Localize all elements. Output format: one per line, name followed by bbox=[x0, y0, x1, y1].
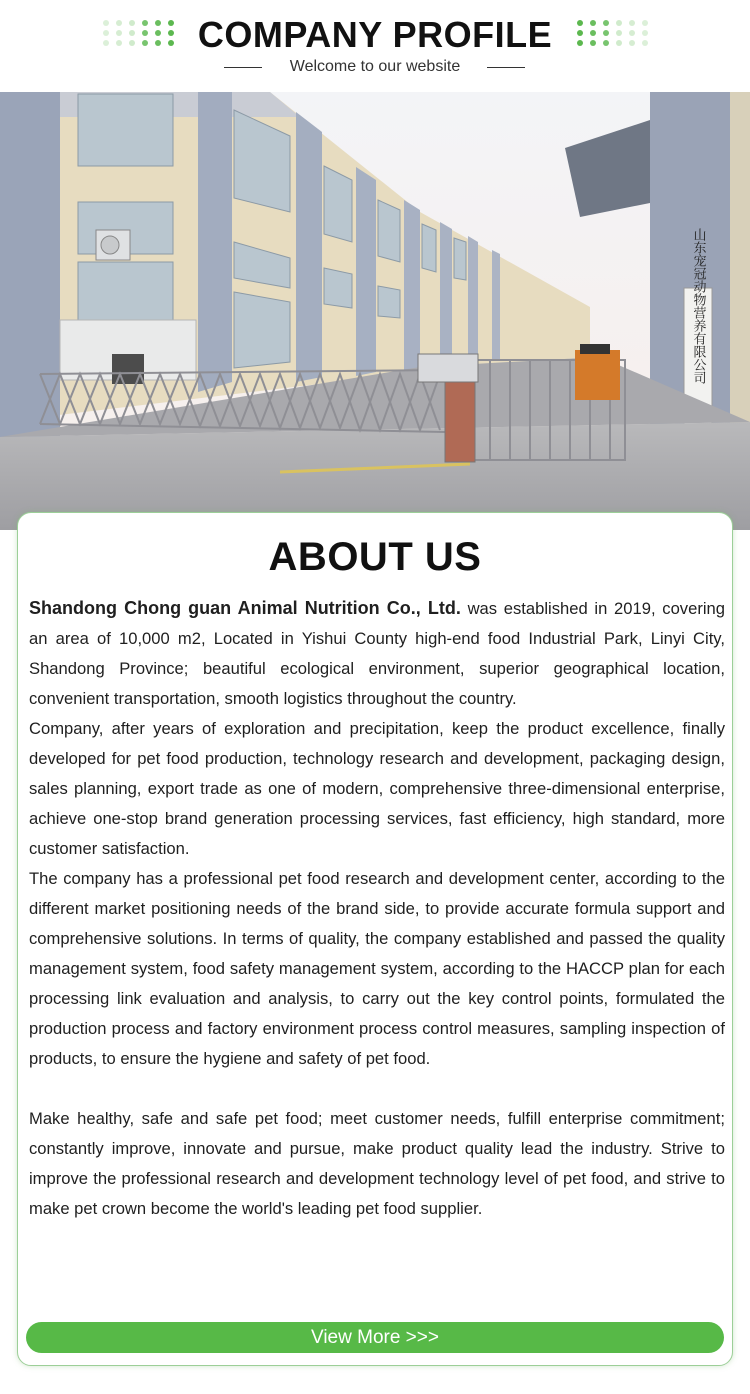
paragraph-4: Make healthy, safe and safe pet food; meet customer needs, fulfill enterprise commitment; constantly improve, innovate and pursue, make product quality lead the industry. Strive to improve the professional research and development technology level of pet food, and strive to make pet crown become the world's leading pet food supplier. bbox=[29, 1109, 725, 1218]
decorative-dots-right bbox=[577, 20, 648, 46]
decorative-dot bbox=[616, 30, 622, 36]
page-subtitle: Welcome to our website bbox=[289, 58, 461, 75]
paragraph-1 bbox=[29, 593, 725, 714]
decorative-dot bbox=[577, 30, 583, 36]
about-us-body bbox=[29, 593, 725, 1224]
decorative-dot bbox=[629, 40, 635, 46]
decorative-dot bbox=[603, 40, 609, 46]
decorative-dot bbox=[603, 20, 609, 26]
company-name: Shandong Chong guan Animal Nutrition Co., Ltd. bbox=[29, 598, 461, 618]
decorative-dot bbox=[603, 30, 609, 36]
about-us-title: ABOUT US bbox=[268, 535, 482, 579]
decorative-dot bbox=[577, 20, 583, 26]
decorative-dot bbox=[642, 30, 648, 36]
view-more-button[interactable]: View More >>> bbox=[26, 1322, 724, 1353]
decorative-dot bbox=[642, 40, 648, 46]
paragraph-2: Company, after years of exploration and precipitation, keep the product excellence, finally developed for pet food production, technology research and development, packaging design, sales planning, export trade as one of modern, comprehensive three-dimensional enterprise, achieve one-stop brand generation processing services, fast efficiency, high standard, more customer satisfaction. bbox=[29, 719, 725, 858]
section-header bbox=[0, 0, 750, 92]
decorative-dot bbox=[616, 40, 622, 46]
page-title: COMPANY PROFILE bbox=[197, 14, 553, 55]
paragraph-spacer bbox=[29, 1074, 725, 1104]
decorative-dot bbox=[590, 40, 596, 46]
decorative-dot bbox=[616, 20, 622, 26]
subtitle-divider-right bbox=[487, 67, 525, 68]
decorative-dot bbox=[629, 30, 635, 36]
decorative-dot bbox=[629, 20, 635, 26]
paragraph-1-text: was established in 2019, covering an area of 10,000 m2, Located in Yishui County high-end food Industrial Park, Linyi City, Shandong Province; beautiful ecological environment, superior geographical location, convenient transportation, smooth logistics throughout the country. bbox=[29, 599, 726, 708]
decorative-dot bbox=[590, 20, 596, 26]
about-us-card bbox=[17, 512, 733, 1366]
decorative-dot bbox=[590, 30, 596, 36]
factory-photo bbox=[0, 92, 750, 530]
decorative-dot bbox=[642, 20, 648, 26]
paragraph-3: The company has a professional pet food research and development center, according to the different market positioning needs of the brand side, to provide accurate formula support and comprehensive solutions. In terms of quality, the company established and passed the quality management system, food safety management system, according to the HACCP plan for each processing link evaluation and analysis, to carry out the key control points, formulated the production process and factory environment process control measures, sampling inspection of products, to ensure the hygiene and safety of pet food. bbox=[29, 869, 725, 1068]
decorative-dot bbox=[577, 40, 583, 46]
company-sign-text: 山东宠冠动物营养有限公司 bbox=[690, 228, 706, 384]
